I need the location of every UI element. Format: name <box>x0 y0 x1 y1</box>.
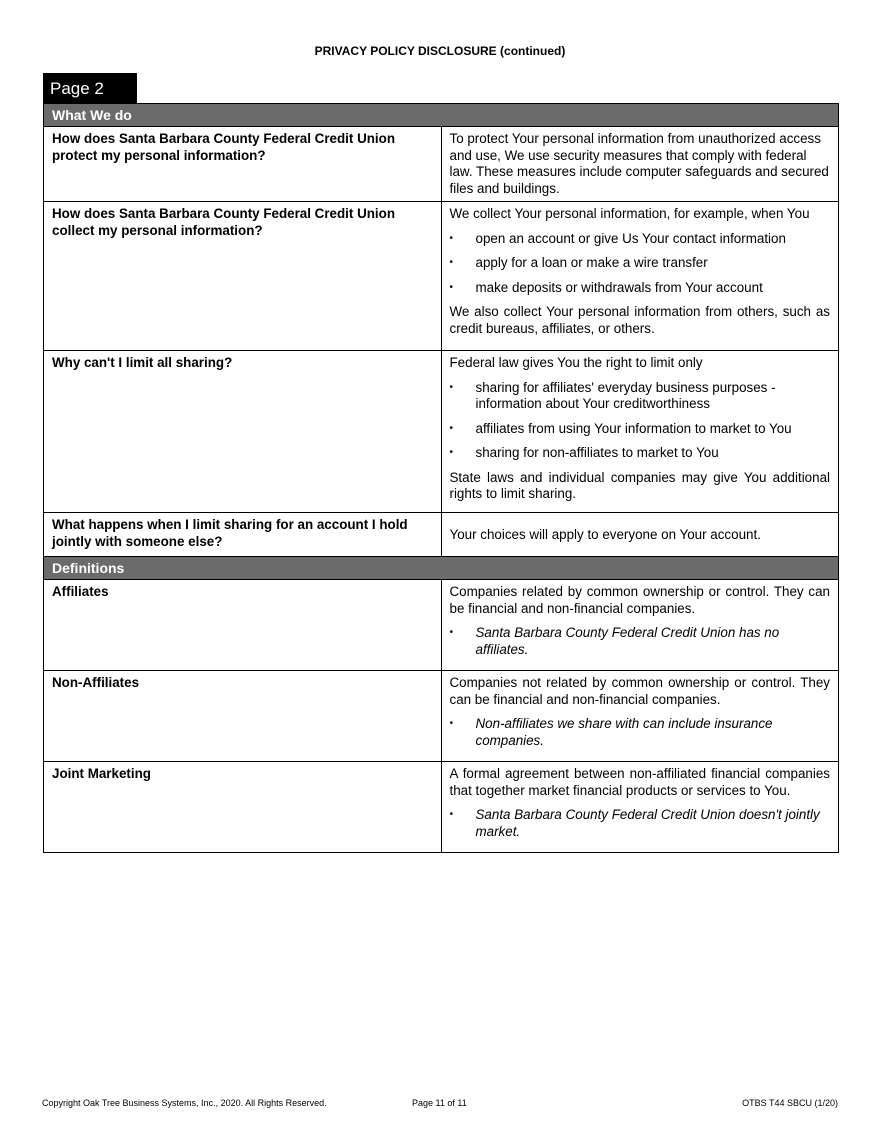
term: Affiliates <box>44 580 442 671</box>
list-item: • Santa Barbara County Federal Credit Union has no affiliates. <box>450 625 831 658</box>
definition <box>441 671 839 762</box>
what-we-do-table <box>43 103 839 559</box>
answer-intro: Federal law gives You the right to limit only <box>449 355 703 370</box>
answer-outro: State laws and individual companies may give You additional rights to limit sharing. <box>449 469 830 501</box>
footer-form-code: OTBS T44 SBCU (1/20) <box>742 1098 838 1108</box>
table-row <box>44 351 839 513</box>
bullet-list <box>450 231 831 297</box>
answer <box>441 127 839 202</box>
definitions-table <box>43 556 839 853</box>
question: How does Santa Barbara County Federal Credit Union collect my personal information? <box>44 202 442 351</box>
bullet-list <box>450 716 831 749</box>
list-item: • Non-affiliates we share with can include insurance companies. <box>450 716 831 749</box>
bullet-list <box>450 807 831 840</box>
table-row <box>44 762 839 853</box>
footer-page-number: Page 11 of 11 <box>412 1098 467 1108</box>
answer-intro: We collect Your personal information, for example, when You <box>449 206 810 221</box>
question: Why can't I limit all sharing? <box>44 351 442 513</box>
title-rest: (continued) <box>496 44 566 58</box>
definition-text: Companies related by common ownership or control. They can be financial and non-financial companies. <box>449 584 830 616</box>
answer-outro: We also collect Your personal information from others, such as credit bureaus, affiliates, or others. <box>449 304 830 336</box>
term: Non-Affiliates <box>44 671 442 762</box>
table-row <box>44 202 839 351</box>
answer-text: To protect Your personal information from unauthorized access and use, We use security measures that comply with federal law. These measures include computer safeguards and secured files and buildings. <box>449 131 829 196</box>
answer: Your choices will apply to everyone on Your account. <box>441 513 839 559</box>
table-row <box>44 671 839 762</box>
list-item: • open an account or give Us Your contact information <box>450 231 831 248</box>
definition <box>441 580 839 671</box>
section-header: Definitions <box>44 557 839 580</box>
bullet-list <box>450 625 831 658</box>
list-item: • sharing for affiliates' everyday business purposes - information about Your creditworthiness <box>450 380 831 413</box>
table-row <box>44 513 839 559</box>
definition <box>441 762 839 853</box>
title-bold: PRIVACY POLICY DISCLOSURE <box>314 44 497 58</box>
answer <box>441 202 839 351</box>
list-item: • Santa Barbara County Federal Credit Union doesn't jointly market. <box>450 807 831 840</box>
definition-text: Companies not related by common ownership or control. They can be financial and non-financial companies. <box>449 675 830 707</box>
list-item: • apply for a loan or make a wire transfer <box>450 255 831 272</box>
page-tab: Page 2 <box>43 73 137 103</box>
section-header: What We do <box>44 104 839 127</box>
page-title <box>0 44 880 58</box>
footer-copyright: Copyright Oak Tree Business Systems, Inc., 2020. All Rights Reserved. <box>42 1098 327 1108</box>
list-item: • sharing for non-affiliates to market to You <box>450 445 831 462</box>
list-item: • make deposits or withdrawals from Your account <box>450 280 831 297</box>
question: How does Santa Barbara County Federal Credit Union protect my personal information? <box>44 127 442 202</box>
question: What happens when I limit sharing for an account I hold jointly with someone else? <box>44 513 442 559</box>
bullet-list <box>450 380 831 462</box>
list-item: • affiliates from using Your information to market to You <box>450 421 831 438</box>
table-row <box>44 580 839 671</box>
answer <box>441 351 839 513</box>
table-row <box>44 127 839 202</box>
definition-text: A formal agreement between non-affiliated financial companies that together market financial products or services to You. <box>449 766 830 798</box>
term: Joint Marketing <box>44 762 442 853</box>
